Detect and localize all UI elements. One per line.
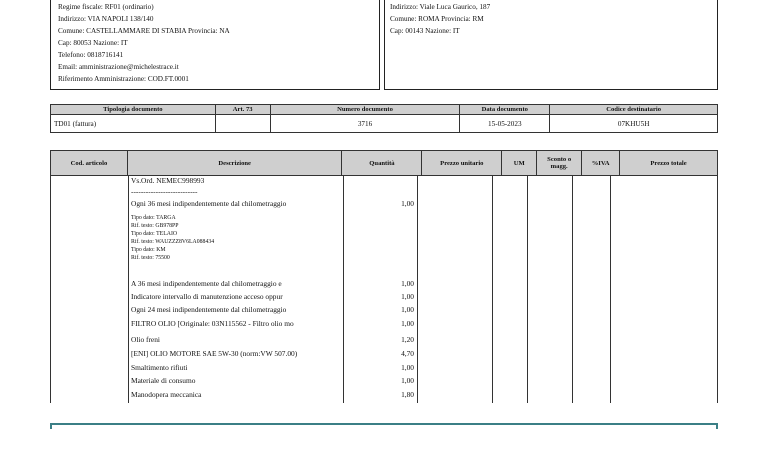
sender-cap: Cap: 80053 Nazione: IT	[58, 39, 128, 47]
item-description: Tipo dato: TARGA	[131, 215, 176, 221]
sender-email: Email: amministrazione@michelestrace.it	[58, 63, 179, 71]
item-description: Tipo dato: KM	[131, 247, 166, 253]
header-item-code: Cod. articolo	[51, 151, 128, 176]
header-doc-type: Tipologia documento	[51, 105, 216, 115]
item-description: Smaltimento rifiuti	[131, 363, 188, 372]
sender-box	[50, 0, 380, 90]
sender-admin-ref: Riferimento Amministrazione: COD.FT.0001	[58, 75, 189, 83]
receiver-cap: Cap: 00143 Nazione: IT	[390, 27, 460, 35]
header-total-price: Prezzo totale	[620, 151, 718, 176]
item-description: Materiale di consumo	[131, 376, 196, 385]
item-description: [ENI] OLIO MOTORE SAE 5W-30 (norm:VW 507.00)	[131, 349, 298, 358]
item-quantity: 4,70	[401, 349, 414, 358]
item-description: Manodopera meccanica	[131, 390, 202, 399]
receiver-city: Comune: ROMA Provincia: RM	[390, 15, 484, 23]
item-quantity: 1,00	[401, 363, 414, 372]
column-divider	[128, 175, 129, 403]
header-vat: %IVA	[582, 151, 620, 176]
column-divider	[492, 175, 493, 403]
receiver-box	[384, 0, 718, 90]
item-description: Ogni 36 mesi indipendentemente dal chilometraggio	[131, 199, 287, 208]
art73-value	[215, 115, 270, 133]
doc-type-value: TD01 (fattura)	[51, 115, 216, 133]
header-um: UM	[502, 151, 537, 176]
item-description: Rif. testo: GB978PP	[131, 223, 179, 229]
recipient-code-value: 07KHU5H	[550, 115, 718, 133]
items-header-row	[51, 151, 718, 176]
doc-date-value: 15-05-2023	[460, 115, 550, 133]
item-quantity: 1,00	[401, 199, 414, 208]
item-description: ---------------------------	[131, 187, 198, 196]
document-info-row	[51, 115, 718, 133]
column-divider	[343, 175, 344, 403]
column-divider	[572, 175, 573, 403]
item-description: A 36 mesi indipendentemente dal chilometraggio e	[131, 279, 282, 288]
items-table-body	[50, 175, 718, 403]
receiver-details	[390, 1, 490, 37]
item-description: Rif. testo: WAUZZZ8V6LA088434	[131, 239, 215, 245]
item-description: FILTRO OLIO [Originale: 03N115562 - Filtro olio mo	[131, 319, 294, 328]
sender-regime: Regime fiscale: RF01 (ordinario)	[58, 3, 154, 11]
column-divider	[527, 175, 528, 403]
header-recipient-code: Codice destinatario	[550, 105, 718, 115]
item-description: Rif. testo: 75500	[131, 255, 170, 261]
receiver-address: Indirizzo: Viale Luca Gaurico, 187	[390, 3, 491, 11]
item-quantity: 1,80	[401, 390, 414, 399]
doc-number-value: 3716	[270, 115, 460, 133]
item-description: Olio freni	[131, 335, 160, 344]
header-doc-date: Data documento	[460, 105, 550, 115]
item-description: Ogni 24 mesi indipendentemente dal chilometraggio	[131, 305, 287, 314]
column-divider	[417, 175, 418, 403]
footer-section-border	[50, 423, 718, 429]
column-divider	[610, 175, 611, 403]
header-art73: Art. 73	[215, 105, 270, 115]
item-quantity: 1,20	[401, 335, 414, 344]
header-doc-number: Numero documento	[270, 105, 460, 115]
item-quantity: 1,00	[401, 305, 414, 314]
sender-city: Comune: CASTELLAMMARE DI STABIA Provincia: NA	[58, 27, 230, 35]
item-quantity: 1,00	[401, 376, 414, 385]
sender-details	[58, 1, 230, 85]
item-quantity: 1,00	[401, 319, 414, 328]
item-quantity: 1,00	[401, 279, 414, 288]
item-description: Indicatore intervallo di manutenzione acceso oppur	[131, 292, 283, 301]
sender-address: Indirizzo: VIA NAPOLI 138/140	[58, 15, 154, 23]
header-unit-price: Prezzo unitario	[422, 151, 502, 176]
item-quantity: 1,00	[401, 292, 414, 301]
sender-phone: Telefono: 0818716141	[58, 51, 124, 59]
header-quantity: Quantità	[342, 151, 422, 176]
header-discount: Sconto o magg.	[537, 151, 582, 176]
item-description: Vs.Ord. NEMEC998993	[131, 176, 205, 185]
items-table-header	[50, 150, 718, 176]
document-info-header-row	[51, 105, 718, 115]
document-info-table	[50, 104, 718, 133]
header-description: Descrizione	[127, 151, 342, 176]
item-description: Tipo dato: TELAIO	[131, 231, 178, 237]
